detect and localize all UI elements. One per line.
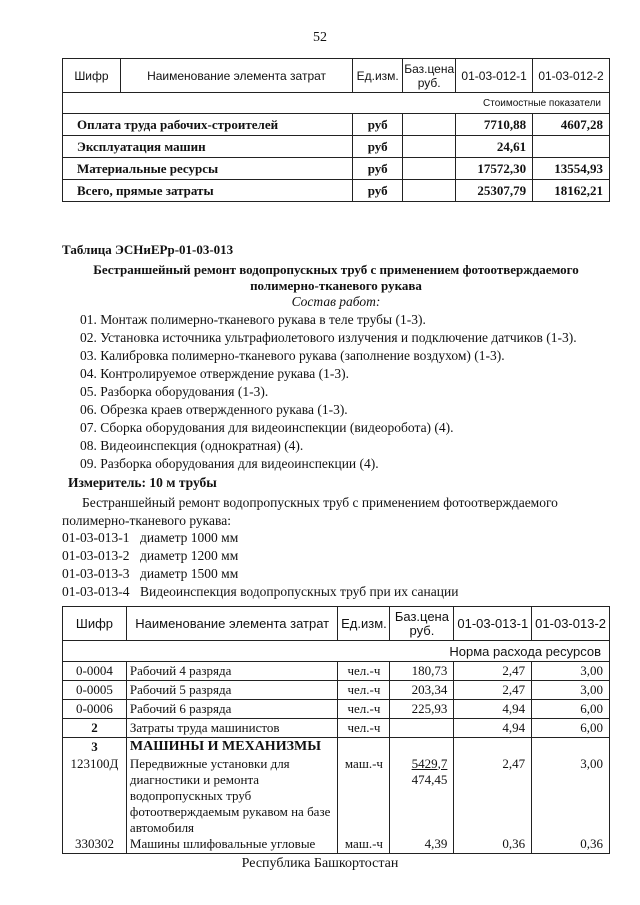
empty-cell bbox=[338, 738, 390, 756]
row-code: 330302 bbox=[63, 836, 127, 854]
row-value2: 4607,28 bbox=[533, 114, 610, 136]
code-row bbox=[62, 530, 238, 546]
row-name: Эксплуатация машин bbox=[63, 136, 353, 158]
row-name: Затраты труда машинистов bbox=[126, 719, 338, 738]
row-price: 203,34 bbox=[390, 681, 454, 700]
price-line2: 474,45 bbox=[411, 771, 448, 787]
row-unit: маш.-ч bbox=[338, 836, 390, 854]
row-price: 4,39 bbox=[390, 836, 454, 854]
row-unit: руб bbox=[353, 136, 403, 158]
work-item: 04. Контролируемое отверждение рукава (1-3). bbox=[80, 366, 349, 381]
section-heading-line1: Бестраншейный ремонт водопропускных труб с применением фотоотверждаемого bbox=[93, 262, 579, 277]
row-price bbox=[403, 114, 456, 136]
row-value1: 2,47 bbox=[454, 681, 532, 700]
empty-cell bbox=[454, 738, 532, 756]
header-unit: Ед.изм. bbox=[353, 59, 403, 93]
row-name: Всего, прямые затраты bbox=[63, 180, 353, 202]
subheader-cost: Стоимостные показатели bbox=[63, 93, 610, 114]
cost-table-012 bbox=[62, 58, 610, 202]
row-price bbox=[390, 719, 454, 738]
row-name: Машины шлифовальные угловые bbox=[126, 836, 338, 854]
empty-cell bbox=[532, 738, 610, 756]
row-value2: 0,36 bbox=[532, 836, 610, 854]
row-value1: 7710,88 bbox=[456, 114, 533, 136]
row-value2: 3,00 bbox=[532, 756, 610, 836]
row-price: 225,93 bbox=[390, 700, 454, 719]
row-value1: 0,36 bbox=[454, 836, 532, 854]
resource-table-013 bbox=[62, 606, 610, 854]
page-number: 52 bbox=[313, 30, 327, 45]
row-value1: 25307,79 bbox=[456, 180, 533, 202]
row-value1: 2,47 bbox=[454, 756, 532, 836]
code-value: 01-03-013-4 bbox=[62, 584, 130, 599]
header-code: Шифр bbox=[63, 607, 127, 641]
header-price: Баз.цена руб. bbox=[390, 607, 454, 641]
subheader-norms: Норма расхода ресурсов bbox=[63, 641, 610, 662]
code-text: Видеоинспекция водопропускных труб при их санации bbox=[140, 584, 459, 599]
row-price bbox=[403, 158, 456, 180]
row-name: Рабочий 5 разряда bbox=[126, 681, 338, 700]
footer: Республика Башкортостан bbox=[241, 856, 399, 871]
code-row bbox=[62, 566, 238, 582]
row-unit: руб bbox=[353, 158, 403, 180]
row-value1: 2,47 bbox=[454, 662, 532, 681]
group-code: 3 bbox=[63, 738, 127, 756]
code-text: диаметр 1200 мм bbox=[140, 548, 239, 563]
row-price: 180,73 bbox=[390, 662, 454, 681]
code-value: 01-03-013-3 bbox=[62, 566, 130, 581]
row-name: Рабочий 6 разряда bbox=[126, 700, 338, 719]
row-unit: руб bbox=[353, 180, 403, 202]
row-value1: 4,94 bbox=[454, 700, 532, 719]
header-col2: 01-03-012-2 bbox=[533, 59, 610, 93]
row-name: Оплата труда рабочих-строителей bbox=[63, 114, 353, 136]
row-price bbox=[390, 756, 454, 836]
row-value2: 3,00 bbox=[532, 681, 610, 700]
header-price: Баз.цена руб. bbox=[403, 59, 456, 93]
header-name: Наименование элемента затрат bbox=[120, 59, 352, 93]
work-item: 02. Установка источника ультрафиолетового излучения и подключение датчиков (1-3). bbox=[80, 330, 577, 345]
header-code: Шифр bbox=[63, 59, 121, 93]
header-col1: 01-03-012-1 bbox=[456, 59, 533, 93]
work-item: 08. Видеоинспекция (однократная) (4). bbox=[80, 438, 304, 453]
work-item: 03. Калибровка полимерно-тканевого рукава (заполнение воздухом) (1-3). bbox=[80, 348, 505, 363]
row-value1: 17572,30 bbox=[456, 158, 533, 180]
row-value1: 24,61 bbox=[456, 136, 533, 158]
header-name: Наименование элемента затрат bbox=[126, 607, 338, 641]
row-value2: 13554,93 bbox=[533, 158, 610, 180]
row-value1: 4,94 bbox=[454, 719, 532, 738]
code-value: 01-03-013-1 bbox=[62, 530, 130, 545]
row-code: 0-0006 bbox=[63, 700, 127, 719]
row-value2 bbox=[533, 136, 610, 158]
empty-cell bbox=[390, 738, 454, 756]
row-name: Материальные ресурсы bbox=[63, 158, 353, 180]
row-code: 0-0005 bbox=[63, 681, 127, 700]
row-value2: 6,00 bbox=[532, 719, 610, 738]
row-price bbox=[403, 180, 456, 202]
row-unit: чел.-ч bbox=[338, 719, 390, 738]
code-row bbox=[62, 548, 238, 564]
row-unit: руб bbox=[353, 114, 403, 136]
header-col2: 01-03-013-2 bbox=[532, 607, 610, 641]
row-code: 2 bbox=[63, 719, 127, 738]
row-price bbox=[403, 136, 456, 158]
work-item: 06. Обрезка краев отвержденного рукава (1-3). bbox=[80, 402, 348, 417]
description: Бестраншейный ремонт водопропускных труб с применением фотоотверждаемого полимерно-тканевого рукава: bbox=[62, 495, 558, 528]
row-value2: 3,00 bbox=[532, 662, 610, 681]
code-value: 01-03-013-2 bbox=[62, 548, 130, 563]
composition-title: Состав работ: bbox=[291, 294, 381, 309]
row-unit: чел.-ч bbox=[338, 700, 390, 719]
table-title: Таблица ЭСНиЕРр-01-03-013 bbox=[62, 242, 234, 257]
code-text: диаметр 1500 мм bbox=[140, 566, 239, 581]
row-name: Рабочий 4 разряда bbox=[126, 662, 338, 681]
work-item: 01. Монтаж полимерно-тканевого рукава в теле трубы (1-3). bbox=[80, 312, 426, 327]
work-item: 07. Сборка оборудования для видеоинспекции (видеоробота) (4). bbox=[80, 420, 454, 435]
row-code: 0-0004 bbox=[63, 662, 127, 681]
row-unit: маш.-ч bbox=[338, 756, 390, 836]
header-col1: 01-03-013-1 bbox=[454, 607, 532, 641]
measurer: Измеритель: 10 м трубы bbox=[68, 475, 217, 490]
code-text: диаметр 1000 мм bbox=[140, 530, 239, 545]
work-item: 05. Разборка оборудования (1-3). bbox=[80, 384, 269, 399]
work-item: 09. Разборка оборудования для видеоинспекции (4). bbox=[80, 456, 379, 471]
row-code: 123100Д bbox=[63, 756, 127, 836]
row-unit: чел.-ч bbox=[338, 662, 390, 681]
header-unit: Ед.изм. bbox=[338, 607, 390, 641]
row-value2: 6,00 bbox=[532, 700, 610, 719]
price-line1: 5429,7 bbox=[411, 755, 448, 771]
row-name: Передвижные установки для диагностики и ремонта водопропускных труб фотоотверждаемым рукавом на базе автомобиля bbox=[126, 756, 338, 836]
section-heading-line2: полимерно-тканевого рукава bbox=[250, 278, 422, 293]
row-value2: 18162,21 bbox=[533, 180, 610, 202]
code-row bbox=[62, 584, 458, 600]
group-name: МАШИНЫ И МЕХАНИЗМЫ bbox=[126, 738, 338, 756]
row-unit: чел.-ч bbox=[338, 681, 390, 700]
